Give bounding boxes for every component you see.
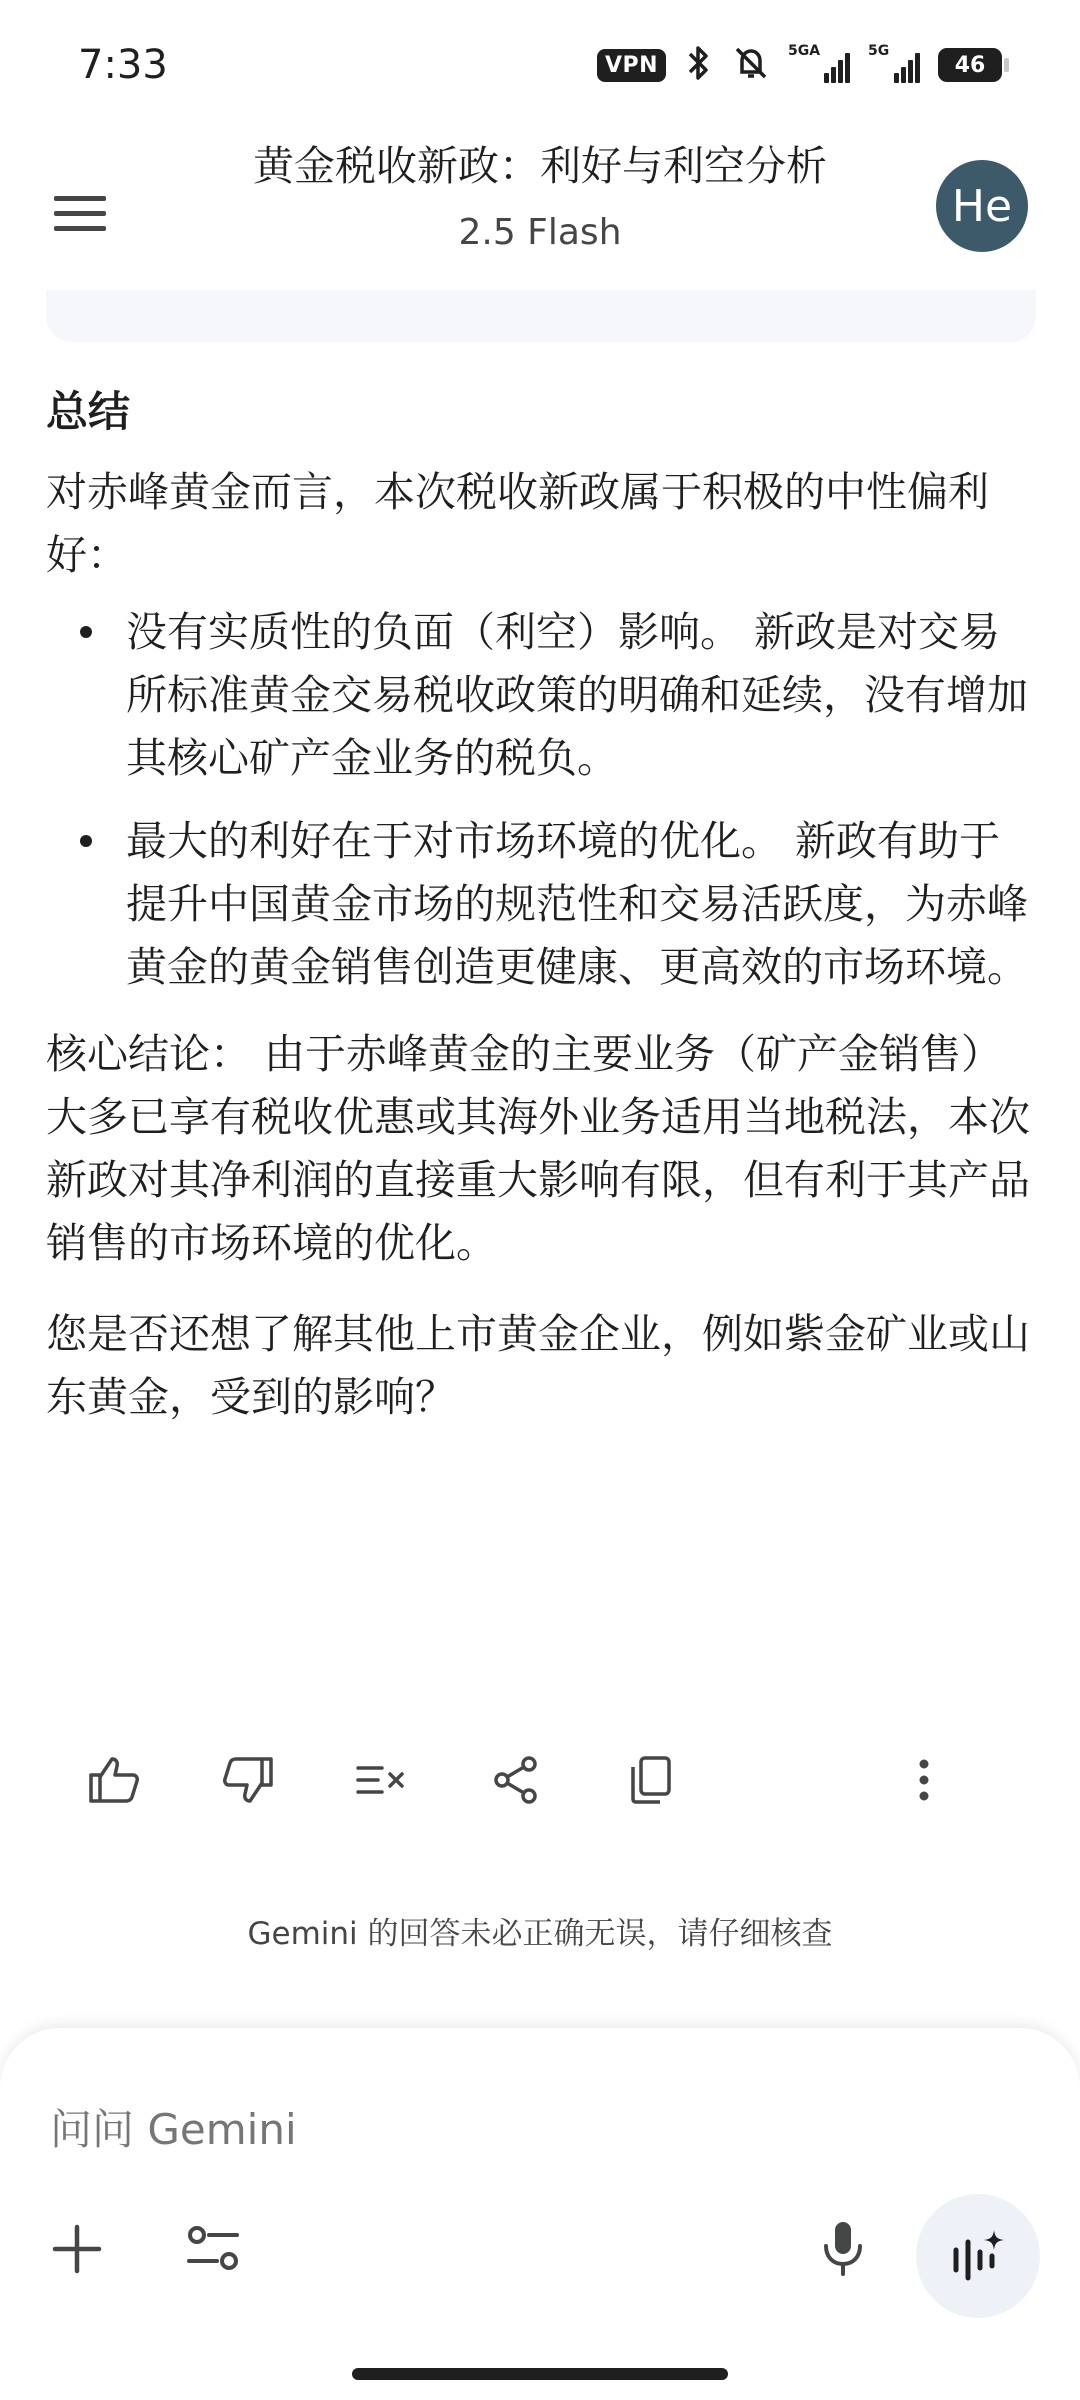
- copy-button[interactable]: [610, 1740, 690, 1820]
- bullet-dot: [80, 626, 92, 638]
- app-header: [0, 130, 1080, 300]
- thumbs-down-icon: [221, 1755, 275, 1805]
- good-response-button[interactable]: [74, 1740, 154, 1820]
- bullet-text: 新政是对交易所标准黄金交易税收政策的明确和延续，没有增加其核心矿产金业务的税负。: [126, 608, 1028, 782]
- thumbs-up-icon: [87, 1755, 141, 1805]
- response-conclusion: [46, 1023, 1036, 1275]
- response-heading: 总结: [46, 387, 131, 436]
- add-attachment-button[interactable]: [32, 2204, 122, 2294]
- conclusion-label: 核心结论：: [46, 1030, 251, 1078]
- model-selector[interactable]: 2.5 Flash: [458, 212, 622, 253]
- vpn-badge: VPN: [597, 49, 666, 82]
- status-time: 7:33: [78, 42, 168, 88]
- bullet-bold: 最大的利好在于对市场环境的优化。: [126, 817, 782, 865]
- copy-icon: [628, 1755, 672, 1805]
- status-bar: [0, 0, 1080, 130]
- previous-card-remnant: [46, 290, 1036, 342]
- bluetooth-icon: [684, 44, 714, 86]
- double-check-icon: [356, 1760, 408, 1800]
- response-intro: 对赤峰黄金而言，本次税收新政属于积极的中性偏利好：: [46, 468, 989, 579]
- more-options-button[interactable]: [884, 1740, 964, 1820]
- home-indicator[interactable]: [352, 2368, 728, 2380]
- gemini-live-icon: [948, 2226, 1008, 2286]
- bullet-text: 新政有助于提升中国黄金市场的规范性和交易活跃度，为赤峰黄金的黄金销售创造更健康、更高效的市场环境。: [126, 817, 1028, 991]
- menu-button[interactable]: [40, 174, 120, 254]
- bullet-dot: [80, 835, 92, 847]
- accuracy-disclaimer: Gemini 的回答未必正确无误，请仔细核查: [247, 1916, 833, 1952]
- plus-icon: [51, 2223, 103, 2275]
- response-followup: 您是否还想了解其他上市黄金企业，例如紫金矿业或山东黄金，受到的影响？: [46, 1310, 1030, 1421]
- double-check-button[interactable]: [342, 1740, 422, 1820]
- signal-5g-icon: 5G: [868, 47, 920, 83]
- voice-input-button[interactable]: [798, 2204, 888, 2294]
- conclusion-text: 由于赤峰黄金的主要业务（矿产金销售）大多已享有税收优惠或其海外业务适用当地税法，本次新政对其净利润的直接重大影响有限，但有利于其产品销售的市场环境的优化。: [46, 1030, 1030, 1267]
- more-vert-icon: [918, 1758, 930, 1802]
- account-avatar[interactable]: He: [936, 160, 1028, 252]
- prompt-input[interactable]: [50, 2094, 950, 2164]
- tools-button[interactable]: [168, 2204, 258, 2294]
- bullet-bold: 没有实质性的负面（利空）影响。: [126, 608, 741, 656]
- notifications-off-icon: [732, 44, 770, 86]
- list-item: [46, 810, 1036, 999]
- share-button[interactable]: [476, 1740, 556, 1820]
- response-bullet-list: [46, 601, 1036, 999]
- conversation-title-area[interactable]: [180, 130, 900, 253]
- composer-sheet: [0, 2028, 1080, 2400]
- signal-5ga-icon: 5GA: [788, 47, 850, 83]
- response-actions: [62, 1740, 962, 1830]
- conversation-title: 黄金税收新政：利好与利空分析: [253, 142, 827, 190]
- bad-response-button[interactable]: [208, 1740, 288, 1820]
- share-icon: [491, 1755, 541, 1805]
- battery-indicator: 46: [938, 48, 1002, 82]
- gemini-live-button[interactable]: [916, 2194, 1040, 2318]
- tools-icon: [185, 2225, 241, 2273]
- model-response: [46, 380, 1036, 1443]
- list-item: [46, 601, 1036, 790]
- microphone-icon: [822, 2220, 864, 2278]
- status-icons: [597, 44, 1002, 86]
- hamburger-menu-icon: [54, 196, 106, 232]
